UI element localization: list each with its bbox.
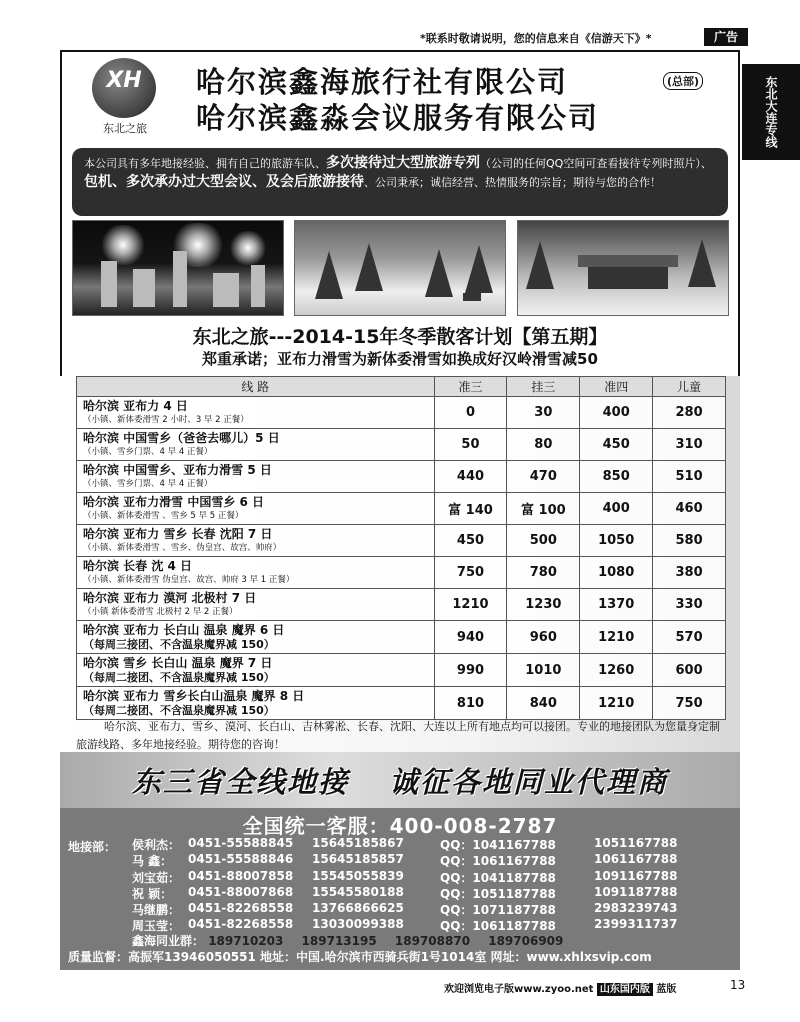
price-cell: 富 100 — [507, 493, 580, 525]
price-cell: 960 — [507, 621, 580, 654]
route-cell — [77, 589, 435, 621]
route-cell — [77, 557, 435, 589]
price-cell: 570 — [653, 621, 726, 654]
ad-tag: 广告 — [704, 28, 748, 46]
route-note: （每周二接团、不含温泉魔界减 150） — [83, 704, 275, 717]
route-name: 哈尔滨 亚布力 漠河 北极村 7 日 — [83, 591, 257, 605]
ground-label: 地接部： — [68, 840, 117, 854]
contact-qq: QQ：1061187788 — [440, 919, 556, 934]
route-cell — [77, 525, 435, 557]
price-cell: 990 — [434, 654, 507, 687]
price-cell: 50 — [434, 429, 507, 461]
price-cell: 1050 — [580, 525, 653, 557]
route-cell — [77, 397, 435, 429]
side-tab: 东北大连专线 — [742, 64, 800, 160]
contact-extra: 1091187788 — [594, 884, 678, 899]
contact-tel: 0451-55588846 — [188, 852, 294, 867]
contact-extra: 2983239743 — [594, 901, 678, 916]
price-cell: 1210 — [580, 687, 653, 720]
contact-qq: QQ：1041167788 — [440, 838, 556, 852]
contact-name: 刘宝茹： — [132, 870, 181, 885]
hq-badge: (总部) — [663, 72, 703, 90]
price-cell: 1210 — [434, 589, 507, 621]
route-cell — [77, 687, 435, 720]
header-std3: 准三 — [434, 377, 507, 397]
header-route: 线 路 — [77, 377, 435, 397]
footer-tag: 山东国内版 — [597, 983, 653, 996]
intro-highlight-1: 多次接待过大型旅游专列 — [326, 155, 480, 171]
route-name: 哈尔滨 亚布力 雪乡长白山温泉 魔界 8 日 — [83, 689, 305, 703]
contact-panel — [60, 808, 740, 970]
banner — [72, 758, 728, 802]
group-number: 189713195 — [301, 934, 377, 948]
price-cell: 310 — [653, 429, 726, 461]
price-cell: 400 — [580, 493, 653, 525]
price-cell: 1370 — [580, 589, 653, 621]
contact-row — [132, 852, 678, 868]
contact-row — [132, 885, 678, 901]
table-row — [77, 397, 726, 429]
contact-rows — [132, 836, 678, 934]
route-name: 哈尔滨 中国雪乡（爸爸去哪儿）5 日 — [83, 431, 280, 445]
header-child: 儿童 — [653, 377, 726, 397]
route-note: （小镇、新体委滑雪 伪皇宫、故宫、帅府 3 早 1 正餐） — [83, 575, 295, 585]
company-name-2: 哈尔滨鑫淼会议服务有限公司 — [196, 101, 600, 135]
contact-tel: 0451-55588845 — [188, 836, 294, 850]
group-number: 189708870 — [394, 934, 471, 948]
price-cell: 810 — [434, 687, 507, 720]
price-cell: 450 — [580, 429, 653, 461]
contact-qq: QQ：1071187788 — [440, 903, 556, 918]
table-row — [77, 589, 726, 621]
table-row — [77, 461, 726, 493]
contact-mobile: 13766866625 — [312, 901, 404, 916]
contact-qq: QQ：1041187788 — [440, 870, 556, 885]
price-cell: 450 — [434, 525, 507, 557]
price-cell: 1010 — [507, 654, 580, 687]
route-cell — [77, 654, 435, 687]
contact-name: 祝 颖： — [132, 886, 173, 901]
contact-name: 马继鹏： — [132, 903, 181, 918]
price-cell: 400 — [580, 397, 653, 429]
route-note: （小镇、雪乡门票、4 早 4 正餐） — [83, 447, 213, 457]
footer — [444, 980, 676, 995]
contact-mobile: 15545580188 — [312, 884, 404, 899]
route-name: 哈尔滨 亚布力 雪乡 长春 沈阳 7 日 — [83, 527, 273, 541]
supervise-line: 质量监督：高振军13946050551 地址：中国.哈尔滨市西骑兵街1号1014室 网址：www.xhlxsvip.com — [68, 950, 652, 964]
price-cell: 0 — [434, 397, 507, 429]
table-row — [77, 429, 726, 461]
photo-snow-village — [517, 220, 729, 316]
banner-right: 诚征各地同业代理商 — [389, 764, 669, 799]
intro-panel — [72, 148, 728, 216]
price-cell: 500 — [507, 525, 580, 557]
table-row — [77, 525, 726, 557]
table-row — [77, 621, 726, 654]
company-logo — [82, 56, 168, 134]
table-row — [77, 654, 726, 687]
price-cell: 580 — [653, 525, 726, 557]
price-cell: 460 — [653, 493, 726, 525]
photo-ice-city — [72, 220, 284, 316]
group-number: 189706909 — [488, 934, 564, 948]
price-cell: 850 — [580, 461, 653, 493]
price-cell: 280 — [653, 397, 726, 429]
contact-extra: 1091167788 — [594, 868, 678, 883]
table-header-row — [77, 377, 726, 397]
table-row — [77, 687, 726, 720]
price-cell: 330 — [653, 589, 726, 621]
intro-text-1: 本公司具有多年地接经验、拥有自己的旅游车队、 — [84, 157, 326, 170]
intro-text-3: 、公司秉承；诚信经营、热情服务的宗旨；期待与您的合作！ — [364, 176, 661, 189]
footer-edition: 蓝版 — [656, 984, 677, 995]
plan-title: 东北之旅---2014-15年冬季散客计划【第五期】 — [192, 326, 608, 348]
price-cell: 940 — [434, 621, 507, 654]
contact-row — [132, 869, 678, 885]
price-cell: 840 — [507, 687, 580, 720]
intro-highlight-2: 包机、多次承办过大型会议、及会后旅游接待 — [84, 174, 364, 190]
route-name: 哈尔滨 中国雪乡、亚布力滑雪 5 日 — [83, 463, 272, 477]
footer-text: 欢迎浏览电子版www.zyoo.net — [444, 984, 594, 995]
photo-snow-trees — [294, 220, 506, 316]
logo-text: 东北之旅 — [103, 122, 147, 135]
contact-name: 周玉莹： — [132, 919, 181, 934]
intro-text-2: （公司的任何QQ空间可查看接待专列时照片）、 — [480, 157, 712, 170]
logo-mark: XH — [106, 68, 142, 93]
route-name: 哈尔滨 亚布力 长白山 温泉 魔界 6 日 — [83, 623, 285, 637]
route-cell — [77, 621, 435, 654]
price-cell: 1230 — [507, 589, 580, 621]
route-note: （小镇、新体委滑雪 、雪乡、伪皇宫、故宫、帅府） — [83, 543, 282, 553]
header-note: *联系时敬请说明，您的信息来自《信游天下》* — [420, 32, 652, 45]
contact-mobile: 15645185867 — [312, 836, 404, 850]
contact-qq: QQ：1061167788 — [440, 854, 556, 869]
group-number: 189710203 — [208, 934, 284, 948]
route-note: （小镇 新体委滑雪 北极村 2 早 2 正餐） — [83, 607, 238, 617]
contact-row — [132, 836, 678, 852]
contact-extra: 1061167788 — [594, 852, 678, 867]
header-rated3: 挂三 — [507, 377, 580, 397]
price-cell: 750 — [434, 557, 507, 589]
contact-name: 马 鑫： — [132, 854, 173, 869]
company-name-1: 哈尔滨鑫海旅行社有限公司 — [196, 65, 569, 99]
price-table — [76, 376, 726, 720]
route-note: （小镇、新体委滑雪 、雪乡 5 早 5 正餐） — [83, 511, 244, 521]
table-row — [77, 557, 726, 589]
contact-name: 侯利杰： — [132, 838, 181, 852]
table-row — [77, 493, 726, 525]
route-cell — [77, 429, 435, 461]
contact-mobile: 15645185857 — [312, 852, 404, 867]
contact-extra: 1051167788 — [594, 836, 678, 850]
group-line — [132, 932, 577, 949]
service-note: 哈尔滨、亚布力、雪乡、漠河、长白山、吉林雾凇、长春、沈阳、大连以上所有地点均可以接团。专业的地接团队为您量身定制旅游线路、多年地接经验。期待您的咨询！ — [76, 720, 720, 751]
contact-mobile: 13030099388 — [312, 917, 404, 932]
price-table-wrap — [76, 376, 726, 720]
banner-left: 东三省全线地接 — [131, 764, 349, 799]
price-cell: 600 — [653, 654, 726, 687]
contact-tel: 0451-82268558 — [188, 901, 294, 916]
route-cell — [77, 493, 435, 525]
price-cell: 780 — [507, 557, 580, 589]
price-cell: 1080 — [580, 557, 653, 589]
contact-tel: 0451-82268558 — [188, 917, 294, 932]
contact-extra: 2399311737 — [594, 917, 678, 932]
route-cell — [77, 461, 435, 493]
group-label: 鑫海同业群： — [132, 934, 205, 948]
route-note: （每周二接团、不含温泉魔界减 150） — [83, 671, 275, 684]
contact-row — [132, 901, 678, 917]
contact-tel: 0451-88007858 — [188, 868, 294, 883]
route-name: 哈尔滨 长春 沈 4 日 — [83, 559, 193, 573]
price-cell: 1260 — [580, 654, 653, 687]
contact-tel: 0451-88007868 — [188, 884, 294, 899]
price-cell: 470 — [507, 461, 580, 493]
table-body — [77, 397, 726, 720]
price-cell: 1210 — [580, 621, 653, 654]
route-note: （每周三接团、不含温泉魔界减 150） — [83, 638, 275, 651]
route-note: （小镇、新体委滑雪 2 小时、3 早 2 正餐） — [83, 415, 249, 425]
price-cell: 440 — [434, 461, 507, 493]
price-cell: 510 — [653, 461, 726, 493]
price-cell: 80 — [507, 429, 580, 461]
route-name: 哈尔滨 亚布力 4 日 — [83, 399, 188, 413]
contact-mobile: 15545055839 — [312, 868, 404, 883]
price-cell: 380 — [653, 557, 726, 589]
price-cell: 富 140 — [434, 493, 507, 525]
page-number: 13 — [730, 978, 746, 992]
route-name: 哈尔滨 雪乡 长白山 温泉 魔界 7 日 — [83, 656, 273, 670]
route-name: 哈尔滨 亚布力滑雪 中国雪乡 6 日 — [83, 495, 265, 509]
plan-subtitle: 郑重承诺；亚布力滑雪为新体委滑雪如换成好汉岭滑雪减50 — [202, 350, 598, 368]
header-std4: 准四 — [580, 377, 653, 397]
route-note: （小镇、雪乡门票、4 早 4 正餐） — [83, 479, 213, 489]
contact-qq: QQ：1051187788 — [440, 886, 556, 901]
price-cell: 750 — [653, 687, 726, 720]
price-cell: 30 — [507, 397, 580, 429]
hotline: 全国统一客服：400-008-2787 — [242, 814, 558, 838]
